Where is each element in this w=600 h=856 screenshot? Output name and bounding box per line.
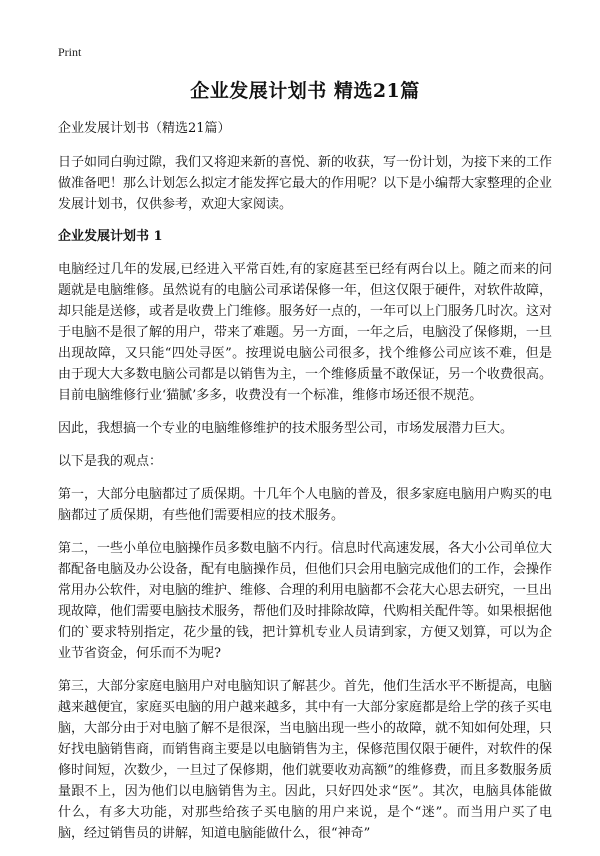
paragraph: 电脑经过几年的发展,已经进入平常百姓,有的家庭甚至已经有两台以上。随之而来的问题就是电脑维修。虽然说有的电脑公司承诺保修一年，但这仅限于硬件，对软件故障，却只能是送修，或者是收费上门维修。服务好一点的，一年可以上门服务几时次。这对于电脑不是很了解的用户，带来了难题。另一方面，一年之后，电脑没了保修期，一旦出现故障，又只能“四处寻医”。按理说电脑公司很多，找个维修公司应该不难，但是由于现大大多数电脑公司都是以销售为主，一个维修质量不敢保证，另一个收费很高。目前电脑维修行业‘猫腻’多多，收费没有一个标准，维修市场还很不规范。 xyxy=(58,262,553,403)
print-link[interactable]: Print xyxy=(58,45,82,59)
paragraph: 以下是我的观点： xyxy=(58,454,163,469)
intro-paragraph: 日子如同白驹过隙，我们又将迎来新的喜悦、新的收获，写一份计划，为接下来的工作做准备吧！那么计划怎么拟定才能发挥它最大的作用呢？以下是小编帮大家整理的企业发展计划书，仅供参考，欢迎大家阅读。 xyxy=(58,155,553,212)
document-subtitle: 企业发展计划书（精选21篇） xyxy=(58,121,231,136)
paragraph: 第三，大部分家庭电脑用户对电脑知识了解甚少。首先，他们生活水平不断提高，电脑越来越便宜，家庭买电脑的用户越来越多，其中有一大部分家庭都是给上学的孩子买电脑，大部分由于对电脑了解不是很深，当电脑出现一些小的故障，就不知如何处理，只好找电脑销售商，而销售商主要是以电脑销售为主，保修范围仅限于硬件，对软件的保修时间短，次数少，一旦过了保修期，他们就要收劝高额”的维修费，而且多数服务质量跟不上，因为他们以电脑销售为主。因此，只好四处求“医”。其次，电脑具体能做什么，有多大功能，对那些给孩子买电脑的用户来说，是个“迷”。而当用户买了电脑，经过销售员的讲解，知道电脑能做什么，很“神奇” xyxy=(58,679,553,841)
paragraph: 第二，一些小单位电脑操作员多数电脑不内行。信息时代高速发展，各大小公司单位大都配备电脑及办公设备，配有电脑操作员，但他们只会用电脑完成他们的工作，会操作常用办公软件，对电脑的维护、维修、合理的利用电脑都不会花大心思去研究，一旦出现故障，他们需要电脑技术服务，帮他们及时排除故障，代购相关配件等。如果根据他们的`要求特别指定，花少量的钱，把计算机专业人员请到家，方便又划算，可以为企业节省资金，何乐而不为呢? xyxy=(58,541,553,661)
paragraph: 因此，我想搞一个专业的电脑维修维护的技术服务型公司，市场发展潜力巨大。 xyxy=(58,421,514,436)
page-title: 企业发展计划书 精选21篇 xyxy=(190,80,420,102)
document xyxy=(58,78,552,856)
section-heading: 企业发展计划书 1 xyxy=(58,229,163,244)
paragraph: 第一，大部分电脑都过了质保期。十几年个人电脑的普及，很多家庭电脑用户购买的电脑都过了质保期，有些他们需要相应的技术服务。 xyxy=(58,487,553,523)
